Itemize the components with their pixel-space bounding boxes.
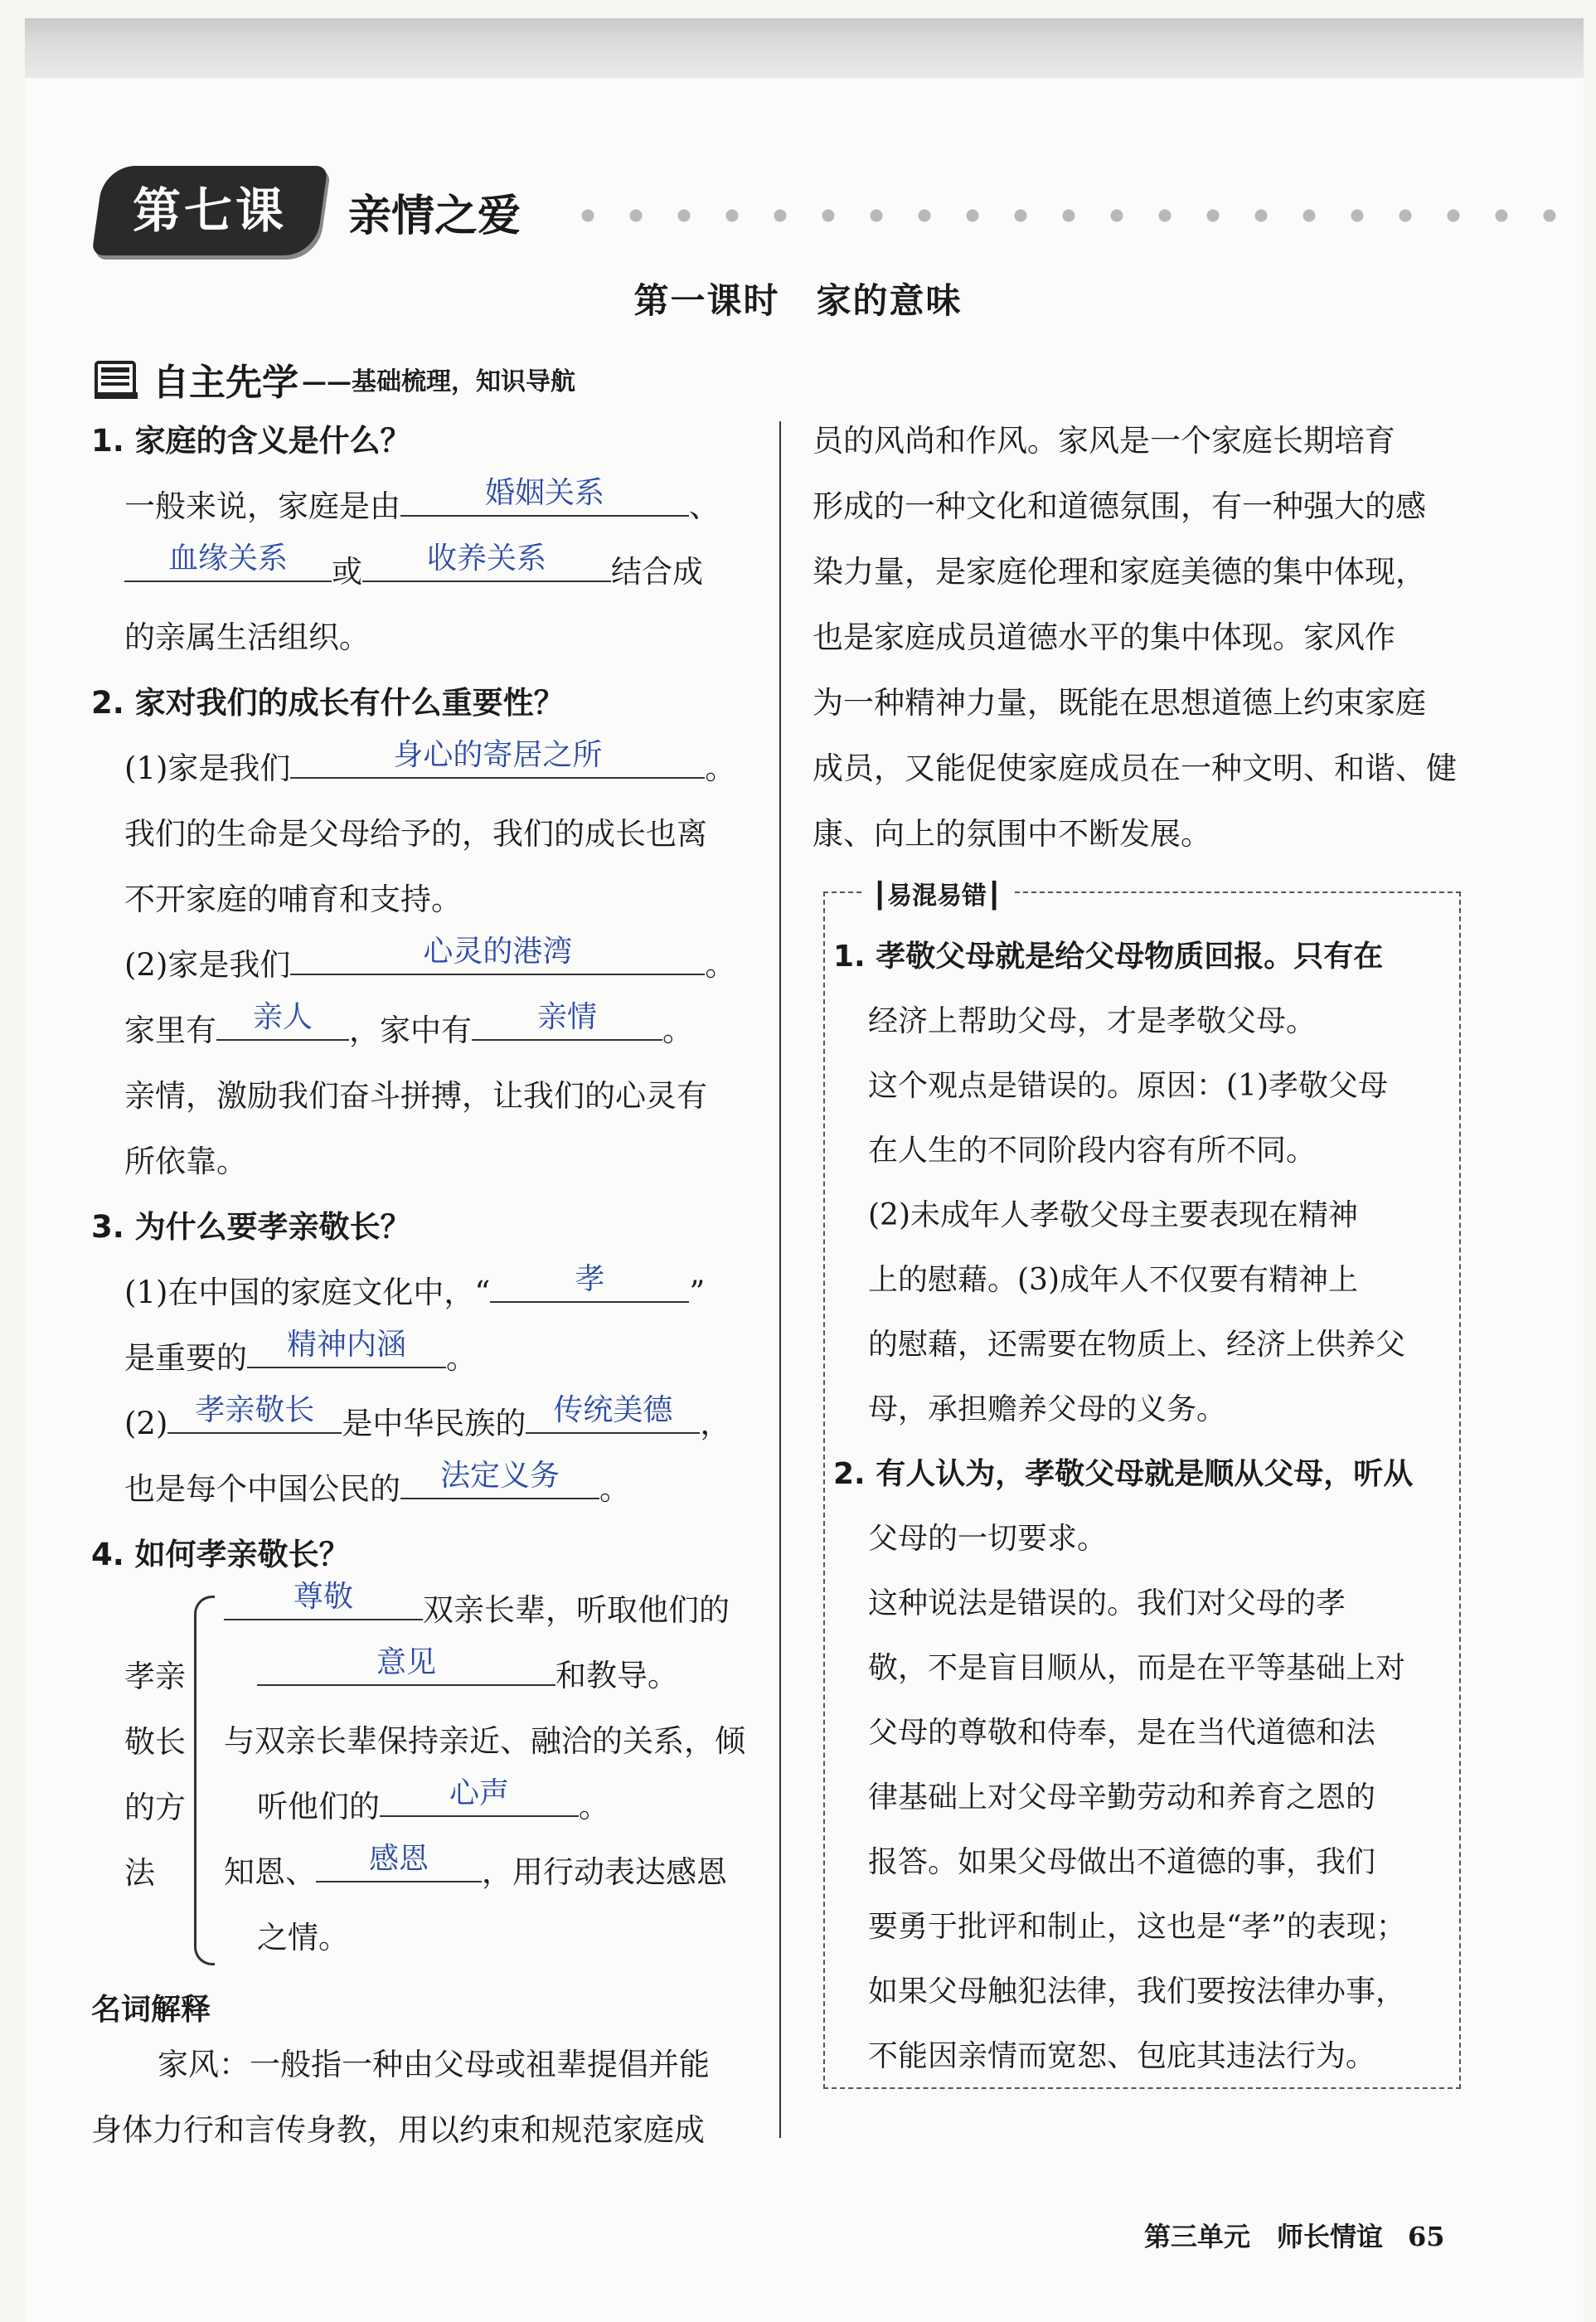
q2-line (91, 998, 754, 1063)
page-number: 65 (1408, 2221, 1445, 2252)
method-text: 双亲长辈，听取他们的 (423, 1592, 730, 1628)
right-line: 成员，又能促使家庭成员在一种文明、和谐、健 (813, 751, 1457, 786)
term-title: 名词解释 (91, 1993, 211, 2027)
answer-blank (316, 1841, 482, 1882)
answer-blank (380, 1776, 579, 1817)
filial-piety-methods (91, 1577, 754, 1975)
q2-text: 。 (662, 1013, 693, 1048)
answer-blank (362, 541, 611, 582)
section-title: 自主先学 (153, 362, 298, 404)
method-text: ，用行动表达感恩 (482, 1854, 727, 1890)
q1-line-2 (91, 539, 754, 605)
right-line: 也是家庭成员道德水平的集中体现。家风作 (813, 619, 1395, 655)
right-line: 形成的一种文化和道德氛围，有一种强大的感 (813, 488, 1426, 524)
brace (194, 1596, 215, 1965)
method-line: 之情。 (257, 1920, 349, 1955)
lesson-badge (91, 166, 327, 255)
q3-text: 是中华民族的 (342, 1406, 526, 1441)
q3-text: ， (700, 1406, 731, 1441)
mistake-line: 律基础上对父母辛勤劳动和养育之恩的 (868, 1780, 1376, 1814)
answer-blank (224, 1579, 423, 1620)
q3-line (91, 1391, 754, 1456)
mistake-line: 要勇于批评和制止，这也是“孝”的表现； (868, 1910, 1406, 1944)
term-line: 家风：一般指一种由父母或祖辈提倡并能 (158, 2047, 710, 2082)
answer-text: 感恩 (368, 1842, 429, 1876)
right-line: 染力量，是家庭伦理和家庭美德的集中体现， (813, 554, 1426, 590)
column-divider (779, 421, 781, 2138)
q3-text: ” (689, 1275, 706, 1310)
question-2-title: 2. 家对我们的成长有什么重要性？ (91, 685, 565, 721)
answer-text: 亲人 (252, 1000, 313, 1034)
term-line: 身体力行和言传身教，用以约束和规范家庭成 (91, 2112, 705, 2148)
method-line: 与双亲长辈保持亲近、融洽的关系，倾 (224, 1723, 745, 1759)
q2-text: 。 (705, 751, 736, 786)
answer-text: 婚姻关系 (484, 476, 604, 510)
mistake-tag: ┃易混易错┃ (862, 875, 1011, 911)
right-line: 员的风尚和作风。家风是一个家庭长期培育 (813, 423, 1395, 459)
q1-text: 或 (332, 554, 362, 590)
q3-text: 。 (446, 1340, 477, 1376)
mistake-line: 报答。如果父母做出不道德的事，我们 (868, 1845, 1376, 1879)
mistake-line: 经济上帮助父母，才是孝敬父母。 (868, 1004, 1317, 1038)
mistake-line: 这种说法是错误的。我们对父母的孝 (868, 1586, 1346, 1620)
answer-blank (124, 541, 332, 582)
section-header (93, 352, 575, 406)
method-text: 。 (579, 1789, 609, 1824)
q3-text: (2) (124, 1406, 168, 1441)
answer-text: 传统美德 (553, 1393, 673, 1427)
q2-text: 。 (705, 947, 736, 983)
mistake-line: 母，承担赡养父母的义务。 (868, 1392, 1227, 1426)
term-body (91, 2032, 763, 2163)
q3-text: (1)在中国的家庭文化中，“ (124, 1275, 491, 1310)
mistake-line: 父母的一切要求。 (868, 1522, 1108, 1556)
method-label: 孝亲敬长的方法 (124, 1659, 186, 1891)
answer-text: 尊敬 (293, 1580, 353, 1614)
answer-text: 精神内涵 (286, 1328, 406, 1362)
section-subtitle: ——基础梳理，知识导航 (302, 367, 575, 396)
q3-text: 。 (599, 1471, 630, 1507)
page-footer (1144, 2216, 1445, 2254)
method-text: 知恩、 (224, 1854, 316, 1890)
q1-line-3: 的亲属生活组织。 (124, 619, 370, 655)
decorative-dots (564, 207, 1584, 224)
answer-blank (472, 999, 662, 1041)
q2-line (91, 932, 754, 998)
lesson-badge-text: 第七课 (132, 182, 287, 239)
method-line (224, 1839, 727, 1905)
answer-blank (290, 934, 705, 975)
mistake-line: 的慰藉，还需要在物质上、经济上供养父 (868, 1328, 1406, 1362)
answer-text: 意见 (376, 1645, 436, 1679)
q2-line: 不开家庭的哺育和支持。 (124, 882, 462, 917)
q2-text: 家里有 (124, 1013, 216, 1048)
q2-text: ，家中有 (349, 1013, 472, 1048)
q1-text: 、 (689, 488, 720, 524)
q3-text: 是重要的 (124, 1340, 247, 1376)
answer-text: 心灵的港湾 (423, 935, 573, 969)
answer-blank (257, 1644, 555, 1686)
q2-line: 亲情，激励我们奋斗拼搏，让我们的心灵有 (124, 1078, 707, 1114)
answer-text: 亲情 (536, 1000, 597, 1034)
answer-text: 身心的寄居之所 (393, 738, 603, 772)
answer-blank (290, 737, 705, 779)
q3-line (91, 1325, 754, 1391)
mistake-line: (2)未成年人孝敬父母主要表现在精神 (868, 1198, 1358, 1232)
q3-line (91, 1260, 754, 1325)
q2-line: 我们的生命是父母给予的，我们的成长也离 (124, 816, 707, 852)
answer-blank (526, 1392, 700, 1434)
answer-text: 孝亲敬长 (195, 1393, 315, 1427)
right-line: 为一种精神力量，既能在思想道德上约束家庭 (813, 685, 1426, 721)
answer-blank (167, 1392, 342, 1434)
mistake-line: 敬，不是盲目顺从，而是在平等基础上对 (868, 1651, 1406, 1685)
mistake-line: 如果父母触犯法律，我们要按法律办事， (868, 1975, 1406, 2009)
answer-blank (247, 1327, 446, 1368)
answer-text: 法定义务 (439, 1459, 560, 1493)
answer-text: 血缘关系 (167, 542, 288, 576)
q2-line: 所依靠。 (124, 1144, 247, 1179)
answer-text: 心声 (449, 1776, 509, 1810)
answer-text: 收养关系 (426, 542, 546, 576)
mistake-line: 1. 孝敬父母就是给父母物质回报。只有在 (833, 940, 1384, 974)
q1-line-1 (91, 474, 754, 539)
answer-blank (400, 475, 689, 517)
mistake-body (833, 925, 1455, 2089)
scan-shadow (25, 18, 1584, 78)
q3-text: 也是每个中国公民的 (124, 1471, 400, 1507)
q2-text: (1)家是我们 (124, 751, 291, 786)
answer-blank (490, 1261, 689, 1303)
method-line (257, 1774, 609, 1839)
unit-name: 第三单元 师长情谊 (1144, 2221, 1384, 2252)
q3-line (91, 1456, 754, 1522)
lesson-title: 亲情之爱 (348, 192, 521, 241)
q2-line (91, 736, 754, 801)
book-icon (93, 357, 141, 401)
question-1-title: 1. 家庭的含义是什么？ (91, 423, 411, 459)
mistake-line: 不能因亲情而宽恕、包庇其违法行为。 (868, 2039, 1376, 2073)
answer-blank (216, 999, 349, 1041)
mistake-line: 父母的尊敬和侍奉，是在当代道德和法 (868, 1716, 1376, 1750)
q1-text: 一般来说，家庭是由 (124, 488, 400, 524)
right-line: 康、向上的氛围中不断发展。 (813, 816, 1211, 852)
question-4-title: 4. 如何孝亲敬长？ (91, 1537, 350, 1572)
mistake-line: 2. 有人认为，孝敬父母就是顺从父母，听从 (833, 1457, 1414, 1491)
left-column (91, 408, 754, 1587)
q1-text: 结合成 (611, 554, 703, 590)
method-text: 和教导。 (555, 1658, 678, 1693)
session-title: 第一课时 家的意味 (633, 280, 963, 321)
answer-blank (400, 1458, 599, 1499)
question-3-title: 3. 为什么要孝亲敬长？ (91, 1209, 411, 1245)
mistake-line: 在人生的不同阶段内容有所不同。 (868, 1134, 1317, 1168)
right-column (813, 408, 1476, 867)
mistake-line: 上的慰藉。(3)成年人不仅要有精神上 (868, 1263, 1358, 1297)
method-line (257, 1643, 678, 1708)
method-text: 听他们的 (257, 1789, 380, 1824)
method-line (224, 1577, 730, 1643)
q2-text: (2)家是我们 (124, 947, 291, 983)
answer-text: 孝 (575, 1262, 605, 1296)
mistake-line: 这个观点是错误的。原因：(1)孝敬父母 (868, 1069, 1388, 1103)
